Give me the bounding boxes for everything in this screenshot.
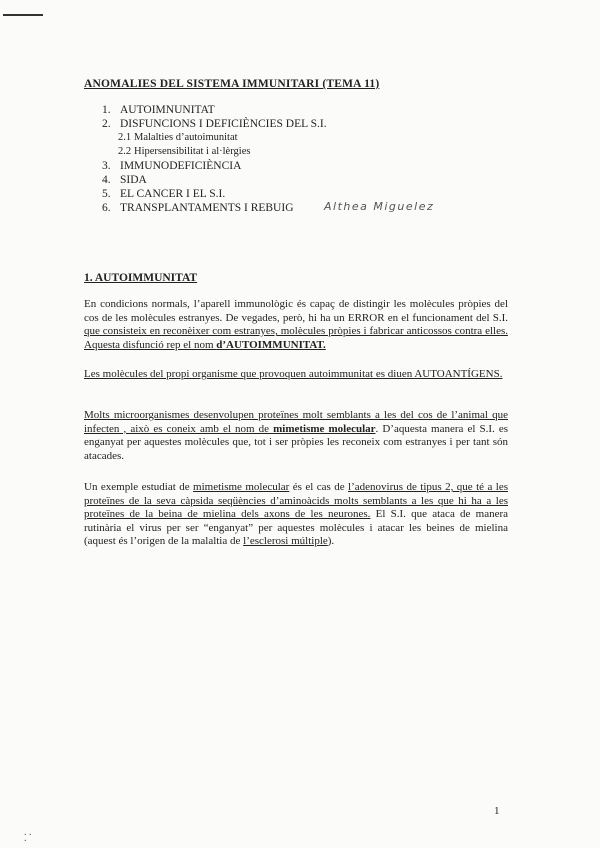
paragraph-4: Un exemple estudiat de mimetisme molecular és el cas de l’adenovirus de tipus 2, que té a les proteïnes de la seva càpsida seqüències d’aminoàcids molts semblants a les que hi ha a les proteïnes de la beina de mielina dels axons de les neurones. El S.I. que ataca de manera rutinària el virus per ser “enganyat” per aquestes molècules i atacar les beines de mielina (aquest és l’origen de la malaltia de l’esclerosi múltiple). [84,481,508,548]
toc-item: 6. TRANSPLANTAMENTS I REBUIG [102,202,294,214]
toc-subitem: 2.2 Hipersensibilitat i al·lèrgies [118,146,251,157]
document-header [84,78,508,215]
toc-item: 4. SIDA [102,174,147,186]
corner-mark [3,14,43,16]
toc-item: 2. DISFUNCIONS I DEFICIÈNCIES DEL S.I. [102,118,327,130]
handwritten-signature: Althea Miguelez [324,200,435,213]
page-title: ANOMALIES DEL SISTEMA IMMUNITARI (TEMA 11) [84,78,380,90]
toc-item: 5. EL CANCER I EL S.I. [102,188,226,200]
page-number: 1 [494,805,500,817]
bottom-marks: . . . [24,827,32,844]
paragraph-1: En condicions normals, l’aparell immunològic és capaç de distingir les molècules pròpies del cos de les molècules estranyes. De vegades, però, hi ha un ERROR en el funcionament del S.I. que consisteix en reconèixer com estranyes, molècules pròpies i fabricar anticossos contra elles. Aquesta disfunció rep el nom d’AUTOIMMUNITAT. [84,298,508,351]
section-heading: 1. AUTOIMMUNITAT [84,272,198,284]
toc-item: 3. IMMUNODEFICIÈNCIA [102,160,242,172]
toc-subitem: 2.1 Malalties d’autoimunitat [118,132,238,143]
toc-item: 1. AUTOIMNUNITAT [102,104,215,116]
paragraph-3: Molts microorganismes desenvolupen proteïnes molt semblants a les del cos de l’animal que infecten , això es coneix amb el nom de mimetisme molecular. D’aquesta manera el S.I. es enganyat per aquestes molècules que, tot i ser pròpies les reconeix com estranyes i per tant són atacades. [84,409,508,462]
table-of-contents [84,103,508,215]
paragraph-2: Les molècules del propi organisme que provoquen autoimmunitat es diuen AUTOANTÍGENS. [84,368,503,380]
